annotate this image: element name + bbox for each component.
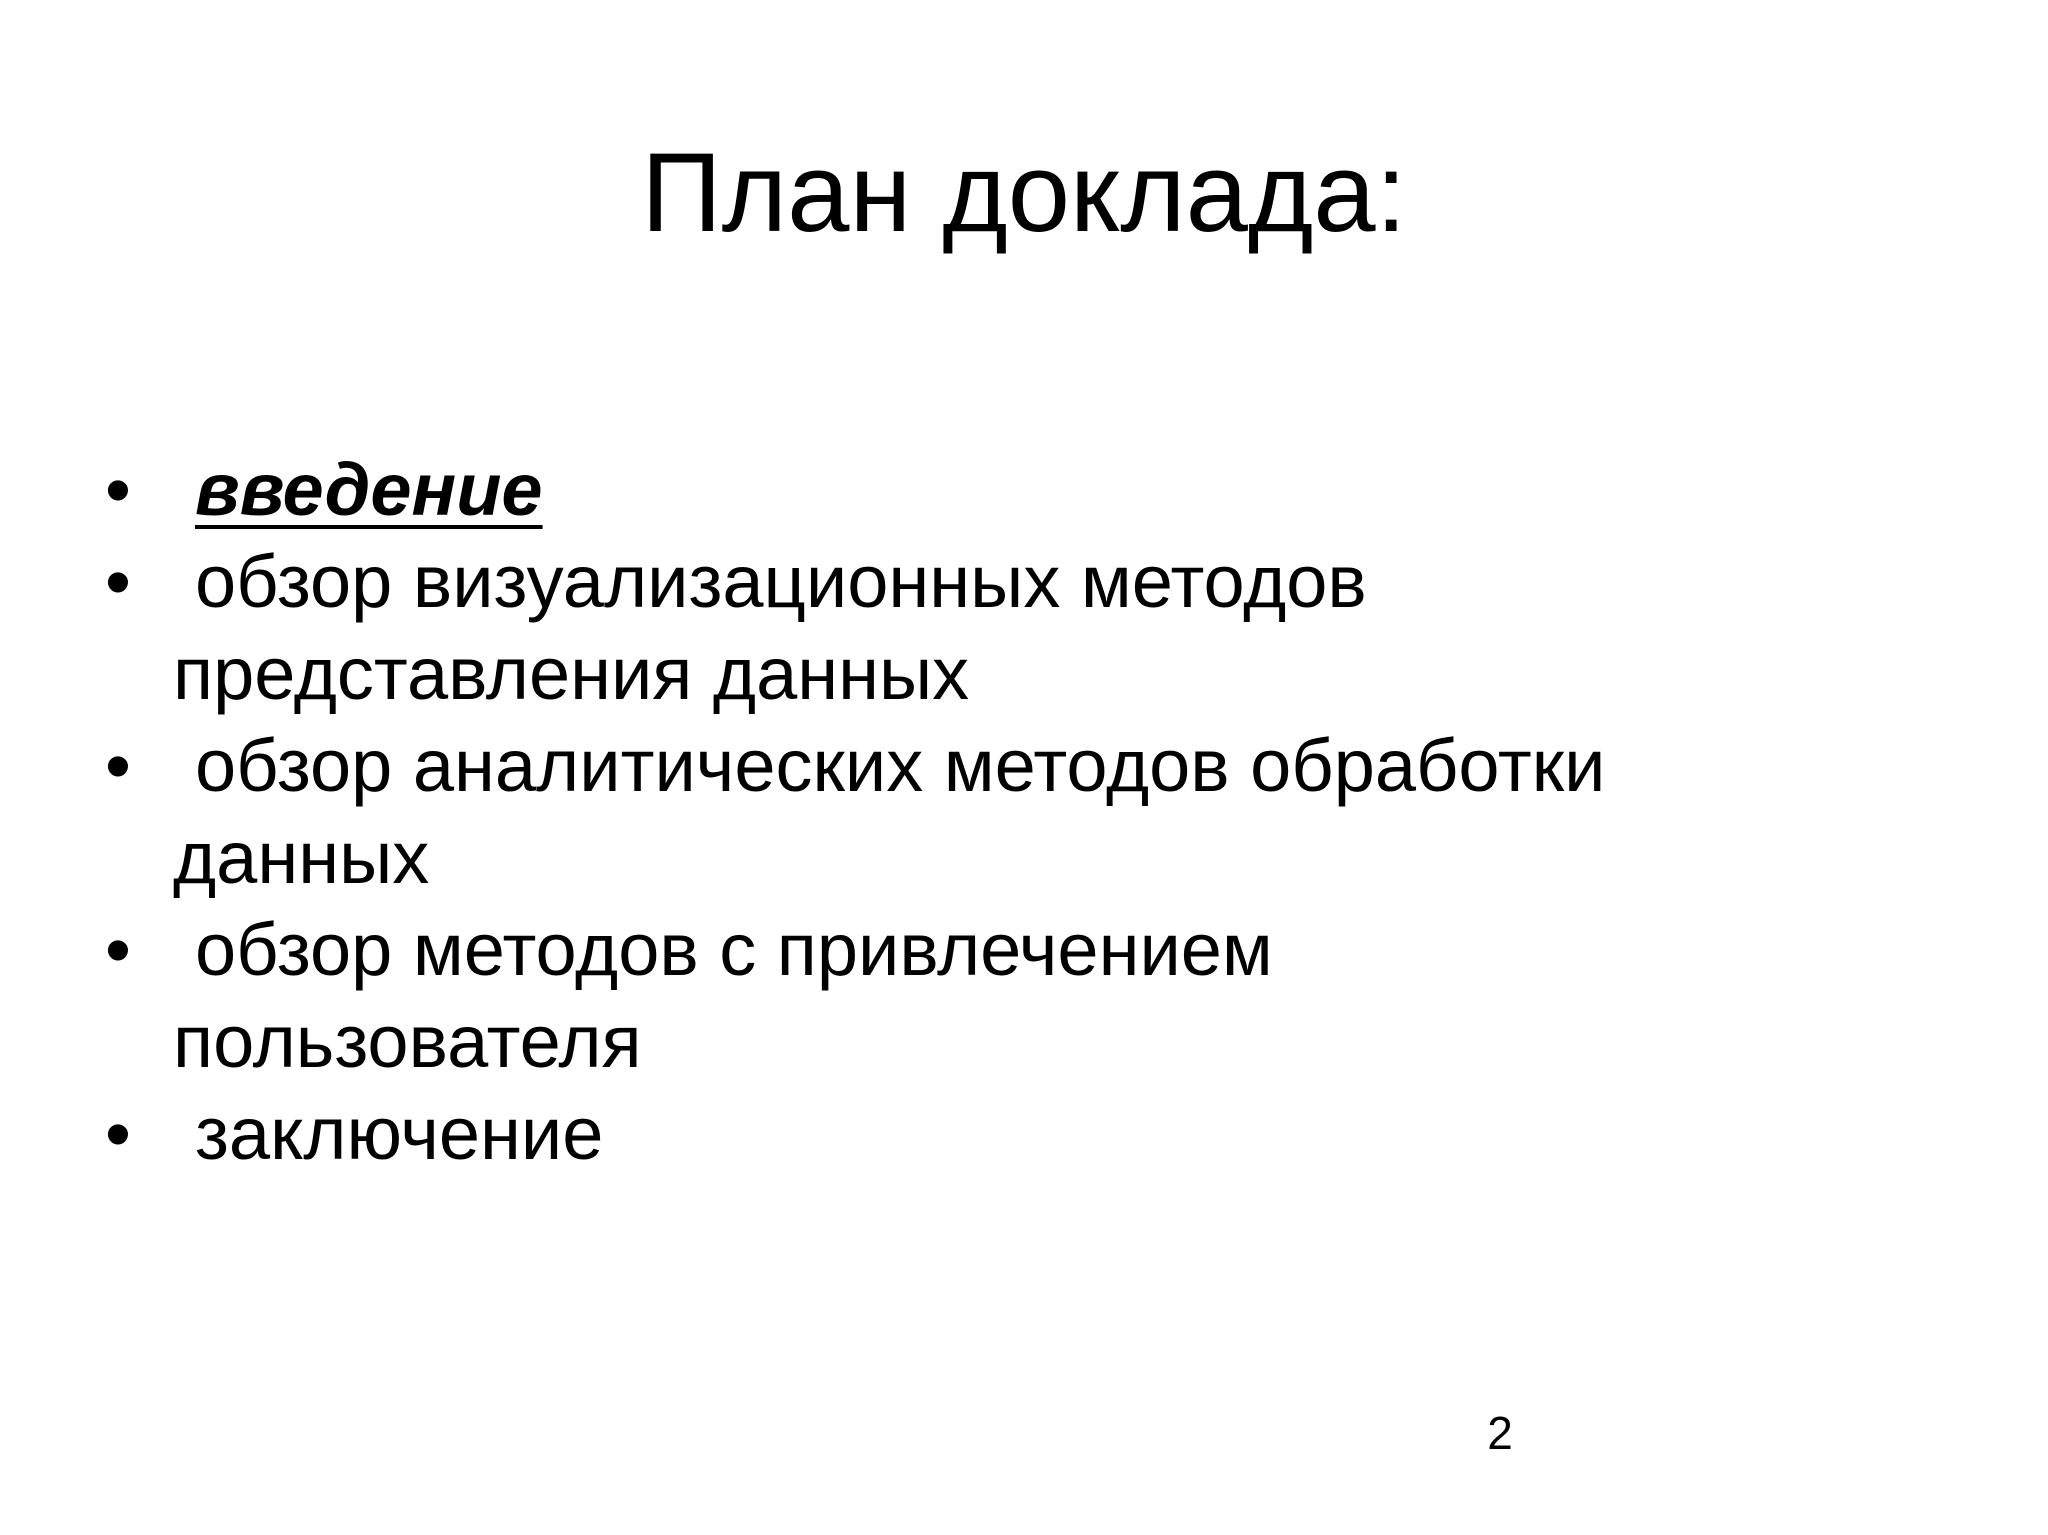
page-number: 2	[1487, 1407, 1513, 1459]
slide-title: План доклада:	[641, 130, 1407, 255]
bullet-item-analytical-methods	[105, 720, 2005, 904]
bullet-item-conclusion	[105, 1088, 2005, 1180]
bullet-icon: •	[105, 1092, 131, 1175]
bullet-item-introduction	[105, 444, 2005, 536]
bullet-icon: •	[105, 908, 131, 991]
bullet-text: обзор визуализационных методов	[195, 540, 1367, 623]
bullet-text: введение	[195, 448, 543, 531]
bullet-icon: •	[105, 724, 131, 807]
bullet-icon: •	[105, 448, 131, 531]
bullet-icon: •	[105, 540, 131, 623]
bullet-item-visualization-methods	[105, 536, 2005, 720]
bullet-text: заключение	[195, 1092, 604, 1175]
bullet-item-user-methods	[105, 904, 2005, 1088]
bullet-text-continuation: пользователя	[173, 1000, 642, 1083]
bullet-text-continuation: представления данных	[173, 632, 970, 715]
bullet-text: обзор методов с привлечением	[195, 908, 1273, 991]
bullet-text-continuation: данных	[173, 816, 430, 899]
bullet-list	[105, 444, 2005, 1180]
bullet-text: обзор аналитических методов обработки	[195, 724, 1606, 807]
